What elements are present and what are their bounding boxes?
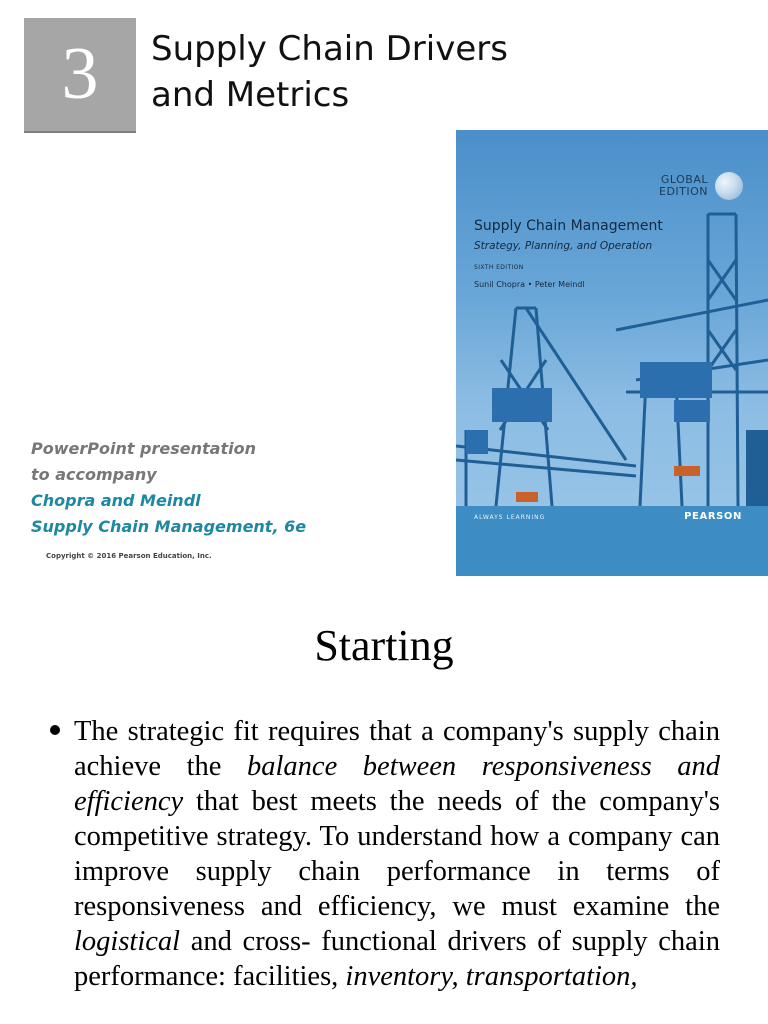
content-slide — [0, 590, 768, 1024]
cover-footer-band — [456, 506, 768, 576]
ppt-line-4: Supply Chain Management, 6e — [31, 517, 307, 536]
chapter-title-line-1: Supply Chain Drivers — [151, 29, 508, 69]
chapter-title — [151, 26, 571, 118]
book-title: Supply Chain Management — [474, 218, 663, 234]
para-italic-2: logistical — [74, 926, 181, 957]
presentation-note — [31, 436, 431, 540]
para-italic-3: inventory, transportation, — [345, 961, 638, 992]
bullet-paragraph — [74, 714, 720, 994]
copyright-notice: Copyright © 2016 Pearson Education, Inc. — [46, 552, 212, 560]
slide-title: Starting — [314, 621, 454, 670]
para-text-1: The strategic fit requires that a company's supply chain achieve the — [74, 716, 720, 782]
ppt-line-3: Chopra and Meindl — [31, 491, 201, 510]
bullet-icon — [50, 725, 60, 735]
book-authors: Sunil Chopra • Peter Meindl — [474, 280, 585, 289]
book-edition: SIXTH EDITION — [474, 264, 524, 271]
chapter-number: 3 — [61, 33, 99, 115]
badge-line-1: GLOBAL — [660, 173, 709, 186]
chapter-number-box — [24, 18, 136, 131]
para-italic-1: balance between responsiveness and efficiency — [74, 751, 720, 817]
badge-line-2: EDITION — [659, 185, 709, 198]
global-edition-badge — [659, 174, 708, 198]
para-text-2: that best meets the needs of the company's competitive strategy. To understand how a company can improve supply chain performance in terms of responsiveness and efficiency, we must examine the — [74, 786, 720, 922]
cover-tagline: ALWAYS LEARNING — [474, 514, 546, 521]
ppt-line-2: to accompany — [31, 465, 157, 484]
book-cover-image — [456, 130, 768, 576]
book-subtitle: Strategy, Planning, and Operation — [474, 240, 653, 252]
globe-icon — [715, 172, 743, 200]
ppt-line-1: PowerPoint presentation — [31, 439, 256, 458]
publisher-logo: PEARSON — [684, 511, 742, 522]
chapter-title-line-2: and Metrics — [151, 75, 350, 115]
chapter-box-underline — [24, 131, 136, 133]
para-text-3: and cross- functional drivers of supply chain performance: facilities, — [74, 926, 720, 992]
